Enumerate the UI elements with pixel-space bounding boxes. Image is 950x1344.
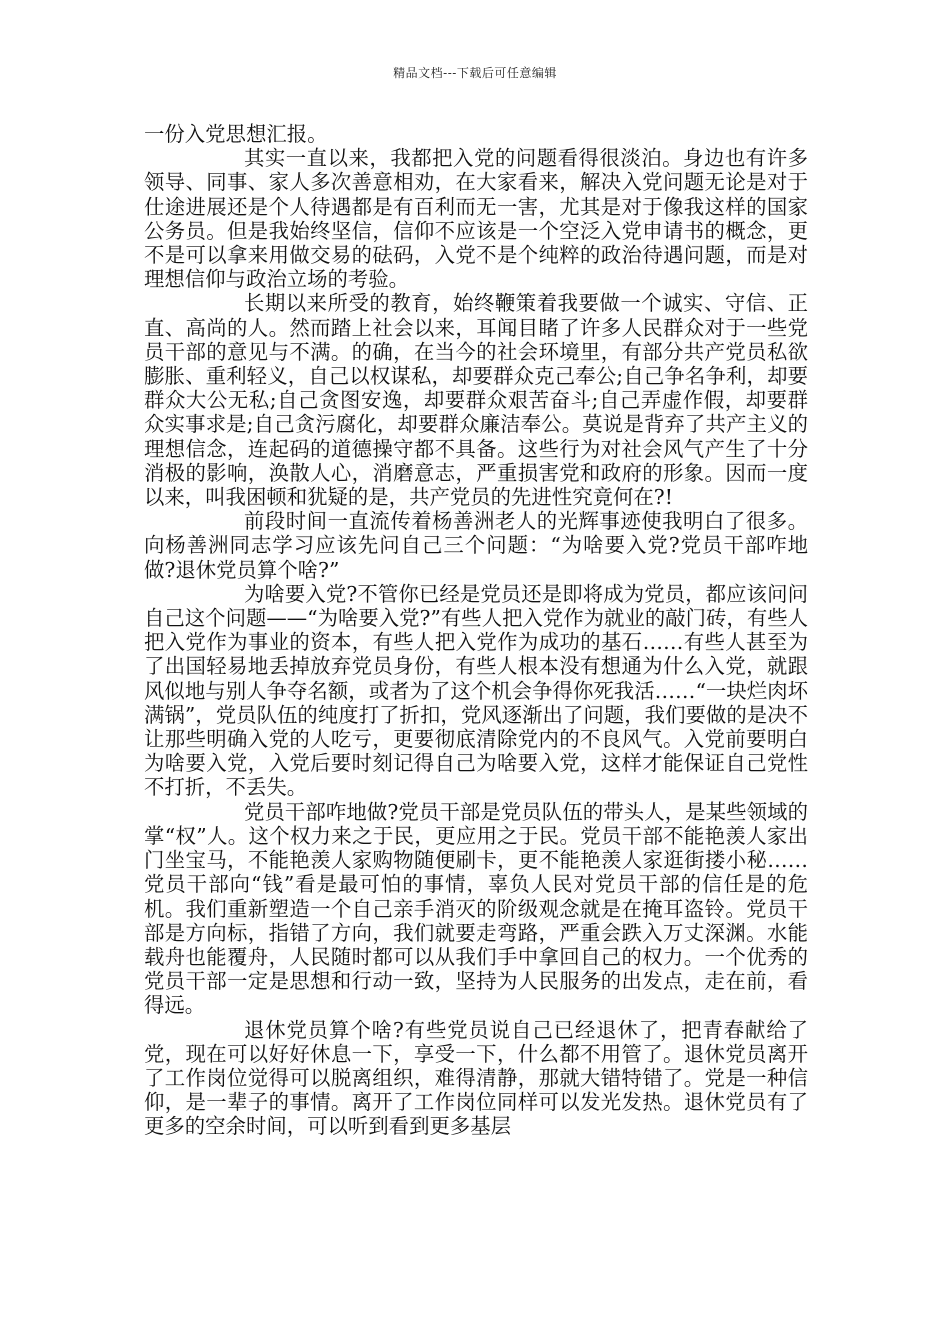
- page-header: 精品文档---下载后可任意编辑: [393, 66, 557, 80]
- paragraph-3: 长期以来所受的教育，始终鞭策着我要做一个诚实、守信、正直、高尚的人。然而踏上社会以来，耳闻目睹了许多人民群众对于一些党员干部的意见与不满。的确，在当今的社会环境里，有部分共产党员私欲膨胀、重利轻义，自己以权谋私，却要群众克己奉公;自己争名争利，却要群众大公无私;自己贪图安逸，却要群众艰苦奋斗;自己弄虚作假，却要群众实事求是;自己贪污腐化，却要群众廉洁奉公。莫说是背弃了共产主义的理想信念，连起码的道德操守都不具备。这些行为对社会风气产生了十分消极的影响，涣散人心，消磨意志，严重损害党和政府的形象。因而一度以来，叫我困顿和犹疑的是，共产党员的先进性究竟何在?!: [144, 291, 808, 510]
- paragraph-7: 退休党员算个啥?有些党员说自己已经退休了，把青春献给了党，现在可以好好休息一下，享受一下，什么都不用管了。退休党员离开了工作岗位觉得可以脱离组织，难得清静，那就大错特错了。党是一种信仰，是一辈子的事情。离开了工作岗位同样可以发光发热。退休党员有了更多的空余时间，可以听到看到更多基层: [144, 1017, 808, 1139]
- paragraph-5: 为啥要入党?不管你已经是党员还是即将成为党员，都应该问问自己这个问题——“为啥要入党?”有些人把入党作为就业的敲门砖，有些人把入党作为事业的资本，有些人把入党作为成功的基石……有些人甚至为了出国轻易地丢掉放弃党员身份，有些人根本没有想通为什么入党，就跟风似地与别人争夺名额，或者为了这个机会争得你死我活……“一块烂肉坏满锅”，党员队伍的纯度打了折扣，党风逐渐出了问题，我们要做的是决不让那些明确入党的人吃亏，更要彻底清除党内的不良风气。入党前要明白为啥要入党，入党后要时刻记得自己为啥要入党，这样才能保证自己党性不打折，不丢失。: [144, 581, 808, 800]
- paragraph-6: 党员干部咋地做?党员干部是党员队伍的带头人，是某些领域的掌“权”人。这个权力来之于民，更应用之于民。党员干部不能艳羡人家出门坐宝马，不能艳羡人家购物随便刷卡，更不能艳羡人家逛街搂小秘……党员干部向“钱”看是最可怕的事情，辜负人民对党员干部的信任是的危机。我们重新塑造一个自己亲手消灭的阶级观念就是在掩耳盗铃。党员干部是方向标，指错了方向，我们就要走弯路，严重会跌入万丈深渊。水能载舟也能覆舟，人民随时都可以从我们手中拿回自己的权力。一个优秀的党员干部一定是思想和行动一致，坚持为人民服务的出发点，走在前，看得远。: [144, 799, 808, 1018]
- paragraph-4: 前段时间一直流传着杨善洲老人的光辉事迹使我明白了很多。向杨善洲同志学习应该先问自己三个问题：“为啥要入党?党员干部咋地做?退休党员算个啥?”: [144, 509, 808, 582]
- paragraph-1: 一份入党思想汇报。: [144, 122, 328, 146]
- document-body: [144, 122, 808, 1139]
- paragraph-2: 其实一直以来，我都把入党的问题看得很淡泊。身边也有许多领导、同事、家人多次善意相劝，在大家看来，解决入党问题无论是对于仕途进展还是个人待遇都是有百利而无一害，尤其是对于像我这样的国家公务员。但是我始终坚信，信仰不应该是一个空泛入党申请书的概念，更不是可以拿来用做交易的砝码，入党不是个纯粹的政治待遇问题，而是对理想信仰与政治立场的考验。: [144, 146, 808, 292]
